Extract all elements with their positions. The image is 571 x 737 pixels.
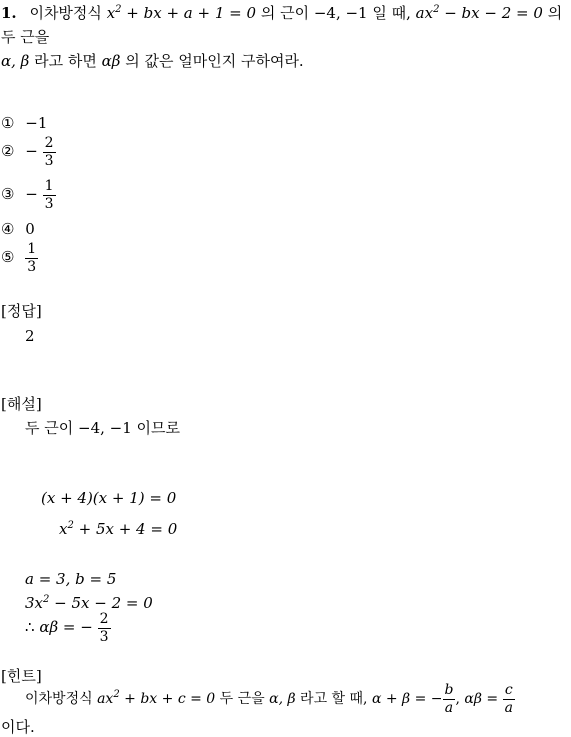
choice-4[interactable] (1, 220, 35, 238)
problem-text: 의 근이 −4, −1 일 때, (260, 4, 411, 22)
explanation-equation-1: (x + 4)(x + 1) = 0 (41, 489, 177, 507)
hint-sum-fraction (443, 683, 456, 715)
conclusion-fraction (98, 612, 111, 644)
hint-text: 두 근을 (219, 691, 265, 708)
choice-marker: ③ (1, 185, 15, 204)
hint-vars: α, β (269, 691, 296, 708)
choice-value: 1 (37, 114, 48, 132)
hint-text: 라고 할 때, (300, 691, 368, 708)
choice-fraction (25, 242, 38, 274)
choice-sign: − (25, 142, 38, 161)
choice-value: 0 (25, 220, 35, 238)
explanation-equation-3: a = 3, b = 5 (25, 570, 117, 588)
fraction-denominator: 3 (44, 152, 54, 169)
problem-text: 이차방정식 (29, 4, 102, 22)
fraction-denominator: 3 (27, 258, 37, 275)
fraction-numerator: c (504, 682, 513, 698)
hint-product: αβ = (464, 691, 499, 708)
fraction-numerator: b (444, 682, 454, 698)
choice-1[interactable] (1, 114, 47, 132)
answer-value: 2 (25, 327, 35, 345)
choice-marker: ④ (1, 220, 15, 238)
explanation-label: [해설] (1, 395, 42, 413)
choice-5[interactable] (1, 242, 38, 274)
fraction-numerator: 2 (99, 611, 109, 627)
therefore-symbol: ∴ (25, 618, 35, 637)
hint-comma: , (455, 691, 460, 708)
problem-equation-1: $x^2$ + bx + a + 1 = 0 (106, 4, 257, 22)
choice-sign: − (25, 114, 38, 132)
fraction-numerator: 2 (44, 135, 54, 151)
hint-text: 이차방정식 (25, 691, 93, 708)
fraction-denominator: 3 (99, 628, 109, 645)
hint-end: 이다. (1, 718, 35, 736)
problem-line-3 (1, 50, 304, 71)
choice-fraction (43, 136, 56, 168)
problem-line-1 (1, 2, 562, 23)
fraction-denominator: a (504, 699, 513, 716)
fraction-numerator: 1 (44, 178, 54, 194)
explanation-intro: 두 근이 −4, −1 이므로 (25, 419, 181, 437)
problem-vars: α, β (1, 52, 30, 70)
problem-line-2: 두 근을 (1, 28, 50, 46)
fraction-numerator: 1 (27, 241, 37, 257)
fraction-denominator: a (444, 699, 454, 716)
hint-label: [힌트] (1, 667, 42, 685)
choice-fraction (43, 179, 56, 211)
hint-equation: $ax^2$ + bx + c = 0 (97, 689, 216, 708)
problem-text: 의 값은 얼마인지 구하여라. (125, 52, 304, 70)
conclusion-lhs: αβ = − (39, 618, 93, 637)
choice-3[interactable] (1, 179, 56, 211)
hint-sum: α + β = − (371, 691, 443, 708)
explanation-conclusion (25, 612, 111, 644)
choice-marker: ⑤ (1, 248, 15, 267)
choice-sign: − (25, 185, 38, 204)
problem-text: 라고 하면 (34, 52, 97, 70)
choice-marker: ② (1, 142, 15, 161)
problem-number: 1. (1, 4, 17, 22)
problem-text: 의 (547, 4, 563, 22)
problem-product: αβ (101, 52, 121, 70)
fraction-denominator: 3 (44, 195, 54, 212)
explanation-equation-2: $x^2 + 5x + 4 = 0$ (59, 520, 178, 538)
problem-equation-2: $ax^2$ − bx − 2 = 0 (415, 4, 543, 22)
explanation-equation-4: $3x^2 - 5x - 2 = 0$ (25, 594, 153, 612)
choice-2[interactable] (1, 136, 56, 168)
choice-marker: ① (1, 114, 15, 132)
hint-line (25, 683, 515, 715)
answer-label: [정답] (1, 302, 42, 320)
hint-product-fraction (503, 683, 515, 715)
